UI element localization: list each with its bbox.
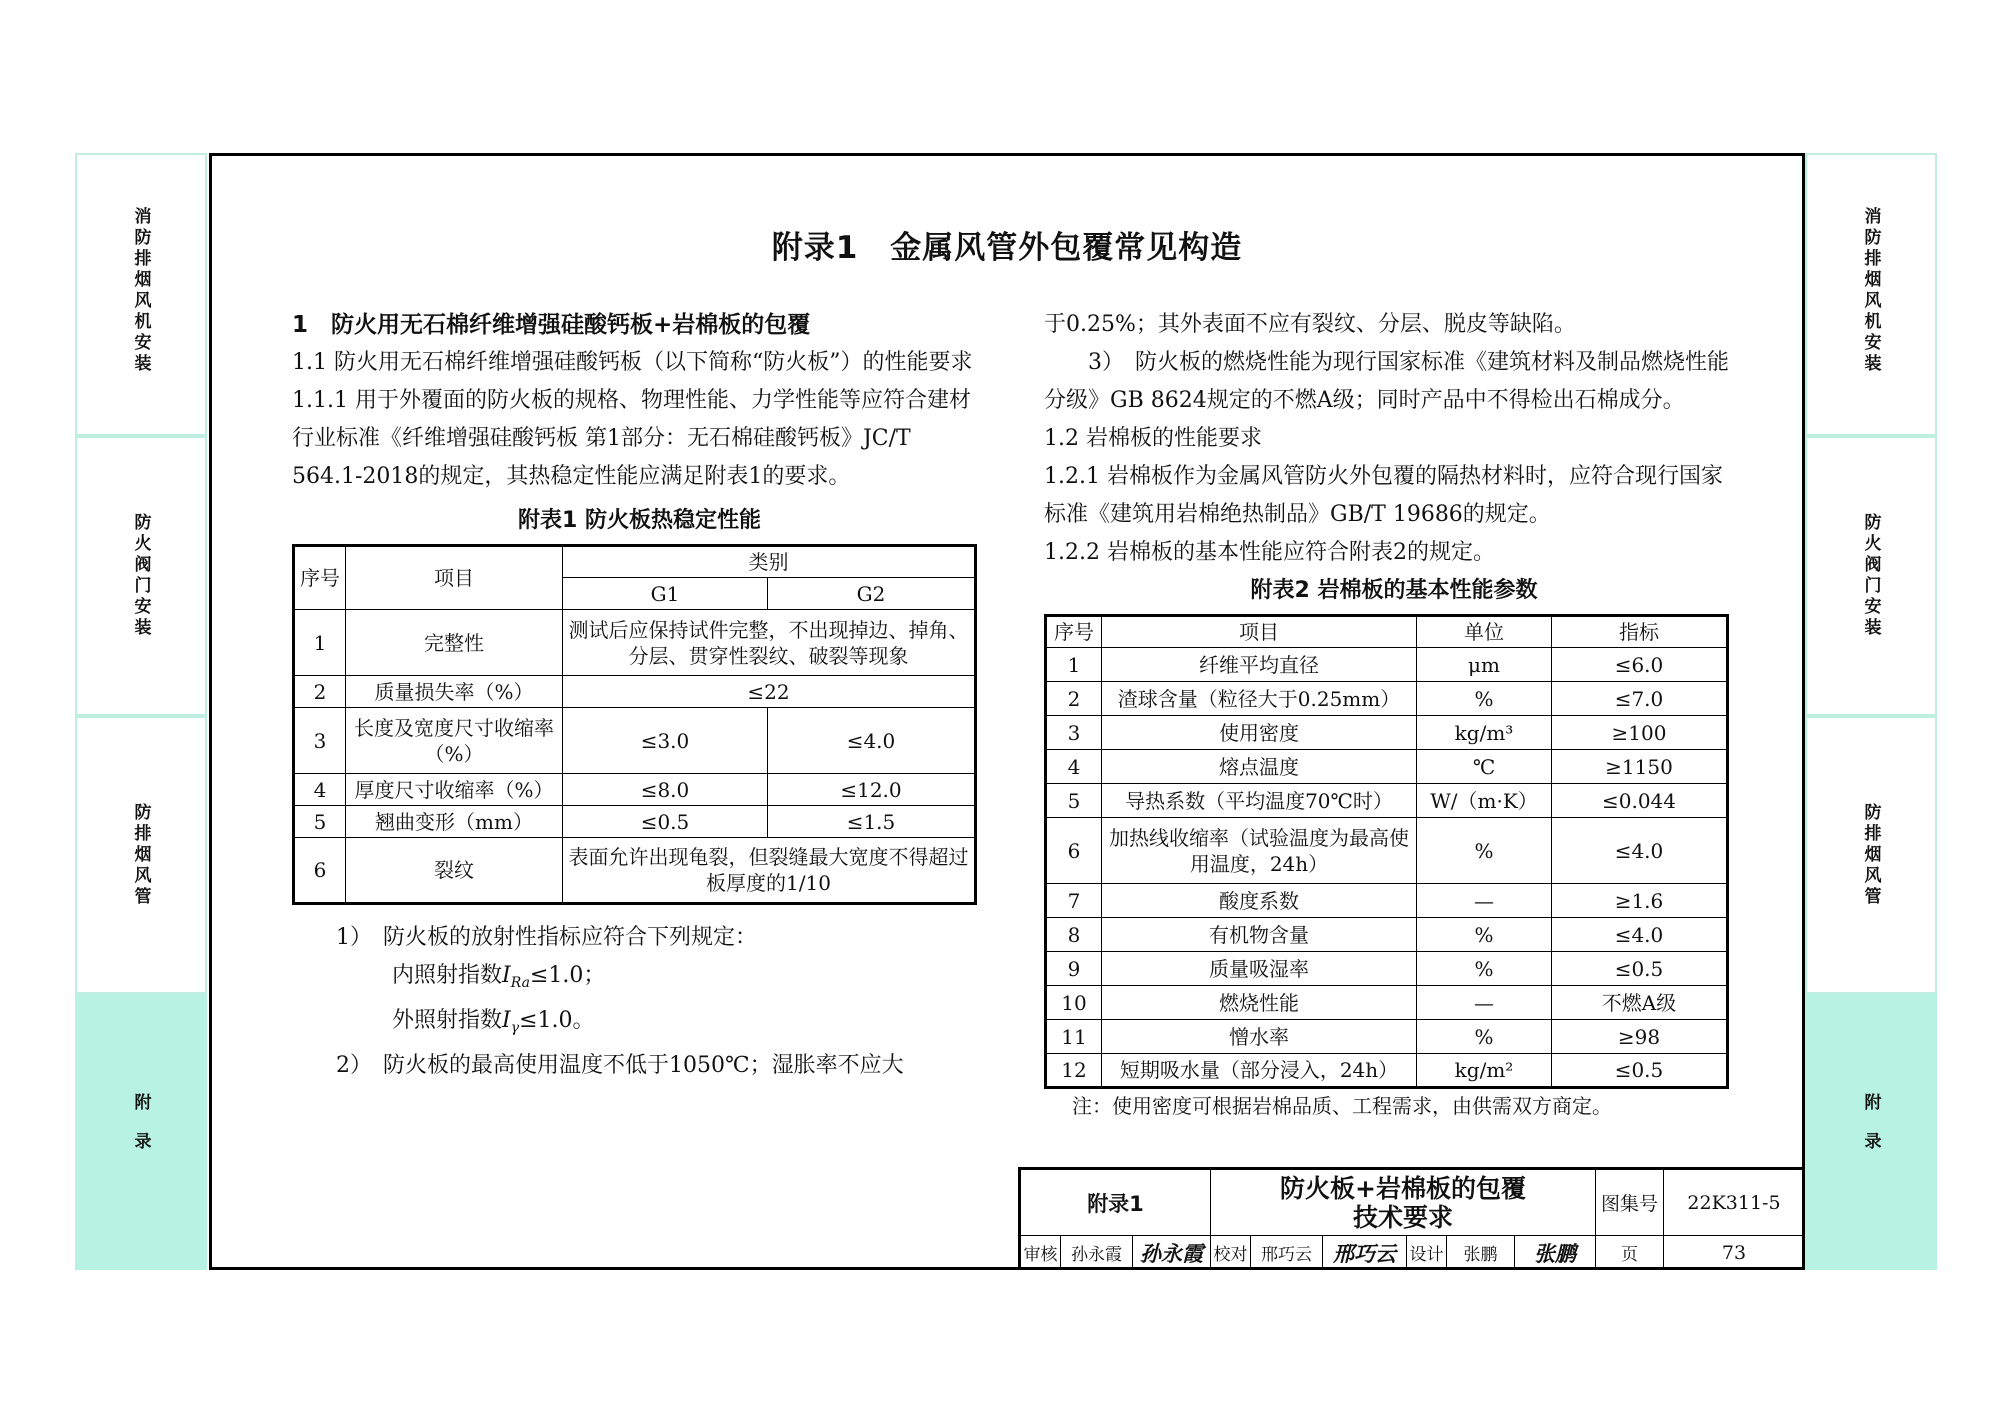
left-side-tabs bbox=[75, 153, 207, 1270]
table-cell: ℃ bbox=[1417, 750, 1552, 784]
table-cell: 质量吸湿率 bbox=[1102, 952, 1417, 986]
side-tab-label: 附录 bbox=[1860, 1093, 1881, 1171]
list-text: 内照射指数 bbox=[392, 963, 503, 988]
title-block bbox=[1018, 1167, 1805, 1270]
table-cell: ≤6.0 bbox=[1552, 648, 1728, 682]
side-tab-smoke-duct[interactable] bbox=[75, 716, 207, 994]
table-cell: ≤0.044 bbox=[1552, 784, 1728, 818]
table-caption: 附表2 岩棉板的基本性能参数 bbox=[1250, 578, 1538, 603]
table-cell: ≥100 bbox=[1552, 716, 1728, 750]
side-tab-fan-install[interactable] bbox=[1805, 153, 1937, 436]
reviewer-signature: 孙永霞 bbox=[1133, 1236, 1211, 1270]
review-label: 审核 bbox=[1021, 1236, 1061, 1270]
paragraph: 1.1.1 用于外覆面的防火板的规格、物理性能、力学性能等应符合建材行业标准《纤维增强硅酸钙板 第1部分：无石棉硅酸钙板》JC/T 564.1-2018的规定，其热稳定性能应满足附表1的要求。 bbox=[292, 388, 971, 489]
table-cell: ≤3.0 bbox=[563, 708, 768, 774]
table-cell: ≥1150 bbox=[1552, 750, 1728, 784]
table-row bbox=[1046, 1020, 1728, 1054]
paragraph: 于0.25%；其外表面不应有裂纹、分层、脱皮等缺陷。 bbox=[1044, 312, 1576, 337]
table-row bbox=[1046, 784, 1728, 818]
side-tab-label: 防排烟风管 bbox=[1860, 802, 1881, 908]
table-header: 指标 bbox=[1552, 616, 1728, 648]
table-row bbox=[1046, 716, 1728, 750]
table-cell: — bbox=[1417, 884, 1552, 918]
page-number: 73 bbox=[1664, 1236, 1805, 1270]
section-heading: 1 防火用无石棉纤维增强硅酸钙板+岩棉板的包覆 bbox=[292, 312, 811, 338]
table-cell: 加热线收缩率（试验温度为最高使用温度，24h） bbox=[1102, 818, 1417, 884]
table-cell: 使用密度 bbox=[1102, 716, 1417, 750]
table-header: 项目 bbox=[346, 546, 563, 610]
atlas-number: 22K311-5 bbox=[1664, 1170, 1805, 1236]
table-cell: 5 bbox=[1046, 784, 1102, 818]
table-cell: 12 bbox=[1046, 1054, 1102, 1088]
table-cell: 4 bbox=[294, 774, 346, 806]
table-cell: 燃烧性能 bbox=[1102, 986, 1417, 1020]
list-item: 2） 防火板的最高使用温度不低于1050℃；湿胀率不应大 bbox=[336, 1053, 904, 1078]
design-label: 设计 bbox=[1407, 1236, 1447, 1270]
page-title: 附录1 金属风管外包覆常见构造 bbox=[771, 230, 1243, 266]
side-tab-smoke-duct[interactable] bbox=[1805, 716, 1937, 994]
side-tab-label: 防排烟风管 bbox=[130, 802, 151, 908]
list-item bbox=[292, 1002, 987, 1047]
table-cell: % bbox=[1417, 682, 1552, 716]
side-tab-label: 防火阀门安装 bbox=[1860, 513, 1881, 639]
table-cell: ≤12.0 bbox=[768, 774, 976, 806]
drawing-title bbox=[1211, 1170, 1596, 1236]
table-cell: 憎水率 bbox=[1102, 1020, 1417, 1054]
table-cell: 酸度系数 bbox=[1102, 884, 1417, 918]
left-column bbox=[292, 306, 987, 1085]
table-cell: 渣球含量（粒径大于0.25mm） bbox=[1102, 682, 1417, 716]
table-row bbox=[1046, 648, 1728, 682]
table-header: 类别 bbox=[563, 546, 976, 578]
reviewer-name: 孙永霞 bbox=[1061, 1236, 1133, 1270]
table-cell: 翘曲变形（mm） bbox=[346, 806, 563, 838]
table-cell: 质量损失率（%） bbox=[346, 676, 563, 708]
table-cell: % bbox=[1417, 918, 1552, 952]
table-note: 注：使用密度可根据岩棉品质、工程需求，由供需双方商定。 bbox=[1072, 1094, 1612, 1118]
table-cell: μm bbox=[1417, 648, 1552, 682]
table-cell: ≤0.5 bbox=[1552, 1054, 1728, 1088]
designer-name: 张鹏 bbox=[1447, 1236, 1515, 1270]
page-label: 页 bbox=[1596, 1236, 1664, 1270]
table-row bbox=[1046, 884, 1728, 918]
table-cell: 3 bbox=[1046, 716, 1102, 750]
table-cell: ≤7.0 bbox=[1552, 682, 1728, 716]
side-tab-label: 消防排烟风机安装 bbox=[130, 207, 151, 375]
table-cell: 厚度尺寸收缩率（%） bbox=[346, 774, 563, 806]
table-cell: 不燃A级 bbox=[1552, 986, 1728, 1020]
table-header: 项目 bbox=[1102, 616, 1417, 648]
table-header: 单位 bbox=[1417, 616, 1552, 648]
side-tab-label: 防火阀门安装 bbox=[130, 513, 151, 639]
side-tab-label: 附录 bbox=[130, 1093, 151, 1171]
table-cell: 11 bbox=[1046, 1020, 1102, 1054]
table-cell: kg/m² bbox=[1417, 1054, 1552, 1088]
table-row bbox=[1046, 1054, 1728, 1088]
table-cell: ≤4.0 bbox=[1552, 818, 1728, 884]
table-cell: ≤0.5 bbox=[563, 806, 768, 838]
symbol-subscript: γ bbox=[510, 1020, 520, 1036]
table-cell: ≤1.5 bbox=[768, 806, 976, 838]
table-cell: 2 bbox=[294, 676, 346, 708]
table-cell: 熔点温度 bbox=[1102, 750, 1417, 784]
list-text: 外照射指数 bbox=[392, 1008, 503, 1033]
table-cell: 裂纹 bbox=[346, 838, 563, 904]
table-cell: — bbox=[1417, 986, 1552, 1020]
table-cell: 长度及宽度尺寸收缩率（%） bbox=[346, 708, 563, 774]
table-cell: 9 bbox=[1046, 952, 1102, 986]
right-side-tabs bbox=[1805, 153, 1937, 1270]
table-cell: ≤8.0 bbox=[563, 774, 768, 806]
table-cell: ≤0.5 bbox=[1552, 952, 1728, 986]
table-cell: % bbox=[1417, 818, 1552, 884]
paragraph: 1.2.1 岩棉板作为金属风管防火外包覆的隔热材料时，应符合现行国家标准《建筑用岩棉绝热制品》GB/T 19686的规定。 bbox=[1044, 464, 1723, 527]
paragraph: 3） 防火板的燃烧性能为现行国家标准《建筑材料及制品燃烧性能分级》GB 8624规定的不燃A级；同时产品中不得检出石棉成分。 bbox=[1044, 350, 1729, 413]
table-cell: 短期吸水量（部分浸入，24h） bbox=[1102, 1054, 1417, 1088]
list-item: 1） 防火板的放射性指标应符合下列规定： bbox=[336, 925, 757, 950]
table-cell: ≤4.0 bbox=[1552, 918, 1728, 952]
section-label: 附录1 bbox=[1021, 1170, 1211, 1236]
side-tab-fan-install[interactable] bbox=[75, 153, 207, 436]
table-cell: 5 bbox=[294, 806, 346, 838]
side-tab-label: 消防排烟风机安装 bbox=[1860, 207, 1881, 375]
paragraph: 1.2.2 岩棉板的基本性能应符合附表2的规定。 bbox=[1044, 540, 1495, 565]
table-cell: 表面允许出现龟裂，但裂缝最大宽度不得超过板厚度的1/10 bbox=[563, 838, 976, 904]
table-header: G2 bbox=[768, 578, 976, 610]
table-row bbox=[1046, 682, 1728, 716]
table-cell: W/（m·K） bbox=[1417, 784, 1552, 818]
table-cell: 10 bbox=[1046, 986, 1102, 1020]
right-column bbox=[1044, 306, 1744, 1123]
table-row bbox=[1046, 818, 1728, 884]
fireboard-thermal-table bbox=[292, 544, 977, 905]
table-row bbox=[1046, 986, 1728, 1020]
rockwool-properties-table bbox=[1044, 614, 1729, 1089]
table-cell: % bbox=[1417, 1020, 1552, 1054]
side-tab-appendix[interactable] bbox=[1805, 994, 1937, 1270]
requirements-list bbox=[292, 919, 987, 1085]
table-cell: 7 bbox=[1046, 884, 1102, 918]
table-cell: % bbox=[1417, 952, 1552, 986]
table-row bbox=[1046, 952, 1728, 986]
table-cell: ≥1.6 bbox=[1552, 884, 1728, 918]
table-cell: ≥98 bbox=[1552, 1020, 1728, 1054]
table-caption: 附表1 防火板热稳定性能 bbox=[518, 508, 761, 533]
list-item bbox=[292, 957, 987, 1002]
list-text: ≤1.0。 bbox=[519, 1008, 595, 1033]
drawing-title-line: 防火板+岩棉板的包覆 bbox=[1280, 1173, 1526, 1203]
table-cell: kg/m³ bbox=[1417, 716, 1552, 750]
table-cell: 导热系数（平均温度70℃时） bbox=[1102, 784, 1417, 818]
table-cell: 3 bbox=[294, 708, 346, 774]
check-label: 校对 bbox=[1211, 1236, 1251, 1270]
table-cell: ≤22 bbox=[563, 676, 976, 708]
table-cell: 完整性 bbox=[346, 610, 563, 676]
table-cell: 8 bbox=[1046, 918, 1102, 952]
table-row bbox=[1046, 918, 1728, 952]
table-header: 序号 bbox=[294, 546, 346, 610]
table-cell: 纤维平均直径 bbox=[1102, 648, 1417, 682]
table-row bbox=[1046, 750, 1728, 784]
drawing-frame bbox=[209, 153, 1805, 1270]
table-cell: ≤4.0 bbox=[768, 708, 976, 774]
list-text: ≤1.0； bbox=[529, 963, 606, 988]
checker-name: 邢巧云 bbox=[1251, 1236, 1323, 1270]
symbol: I bbox=[502, 963, 511, 988]
table-cell: 2 bbox=[1046, 682, 1102, 716]
side-tab-appendix[interactable] bbox=[75, 994, 207, 1270]
atlas-label: 图集号 bbox=[1596, 1170, 1664, 1236]
table-cell: 4 bbox=[1046, 750, 1102, 784]
symbol-subscript: Ra bbox=[510, 975, 530, 991]
paragraph: 1.2 岩棉板的性能要求 bbox=[1044, 426, 1262, 451]
paragraph: 1.1 防火用无石棉纤维增强硅酸钙板（以下简称“防火板”）的性能要求 bbox=[292, 350, 973, 375]
designer-signature: 张鹏 bbox=[1515, 1236, 1596, 1270]
side-tab-fire-damper[interactable] bbox=[1805, 436, 1937, 716]
table-cell: 6 bbox=[294, 838, 346, 904]
drawing-title-line: 技术要求 bbox=[1352, 1202, 1453, 1232]
side-tab-fire-damper[interactable] bbox=[75, 436, 207, 716]
symbol: I bbox=[502, 1008, 511, 1033]
table-cell: 1 bbox=[1046, 648, 1102, 682]
table-cell: 1 bbox=[294, 610, 346, 676]
table-cell: 6 bbox=[1046, 818, 1102, 884]
table-cell: 测试后应保持试件完整，不出现掉边、掉角、分层、贯穿性裂纹、破裂等现象 bbox=[563, 610, 976, 676]
table-header: G1 bbox=[563, 578, 768, 610]
table-cell: 有机物含量 bbox=[1102, 918, 1417, 952]
checker-signature: 邢巧云 bbox=[1323, 1236, 1407, 1270]
table-header: 序号 bbox=[1046, 616, 1102, 648]
